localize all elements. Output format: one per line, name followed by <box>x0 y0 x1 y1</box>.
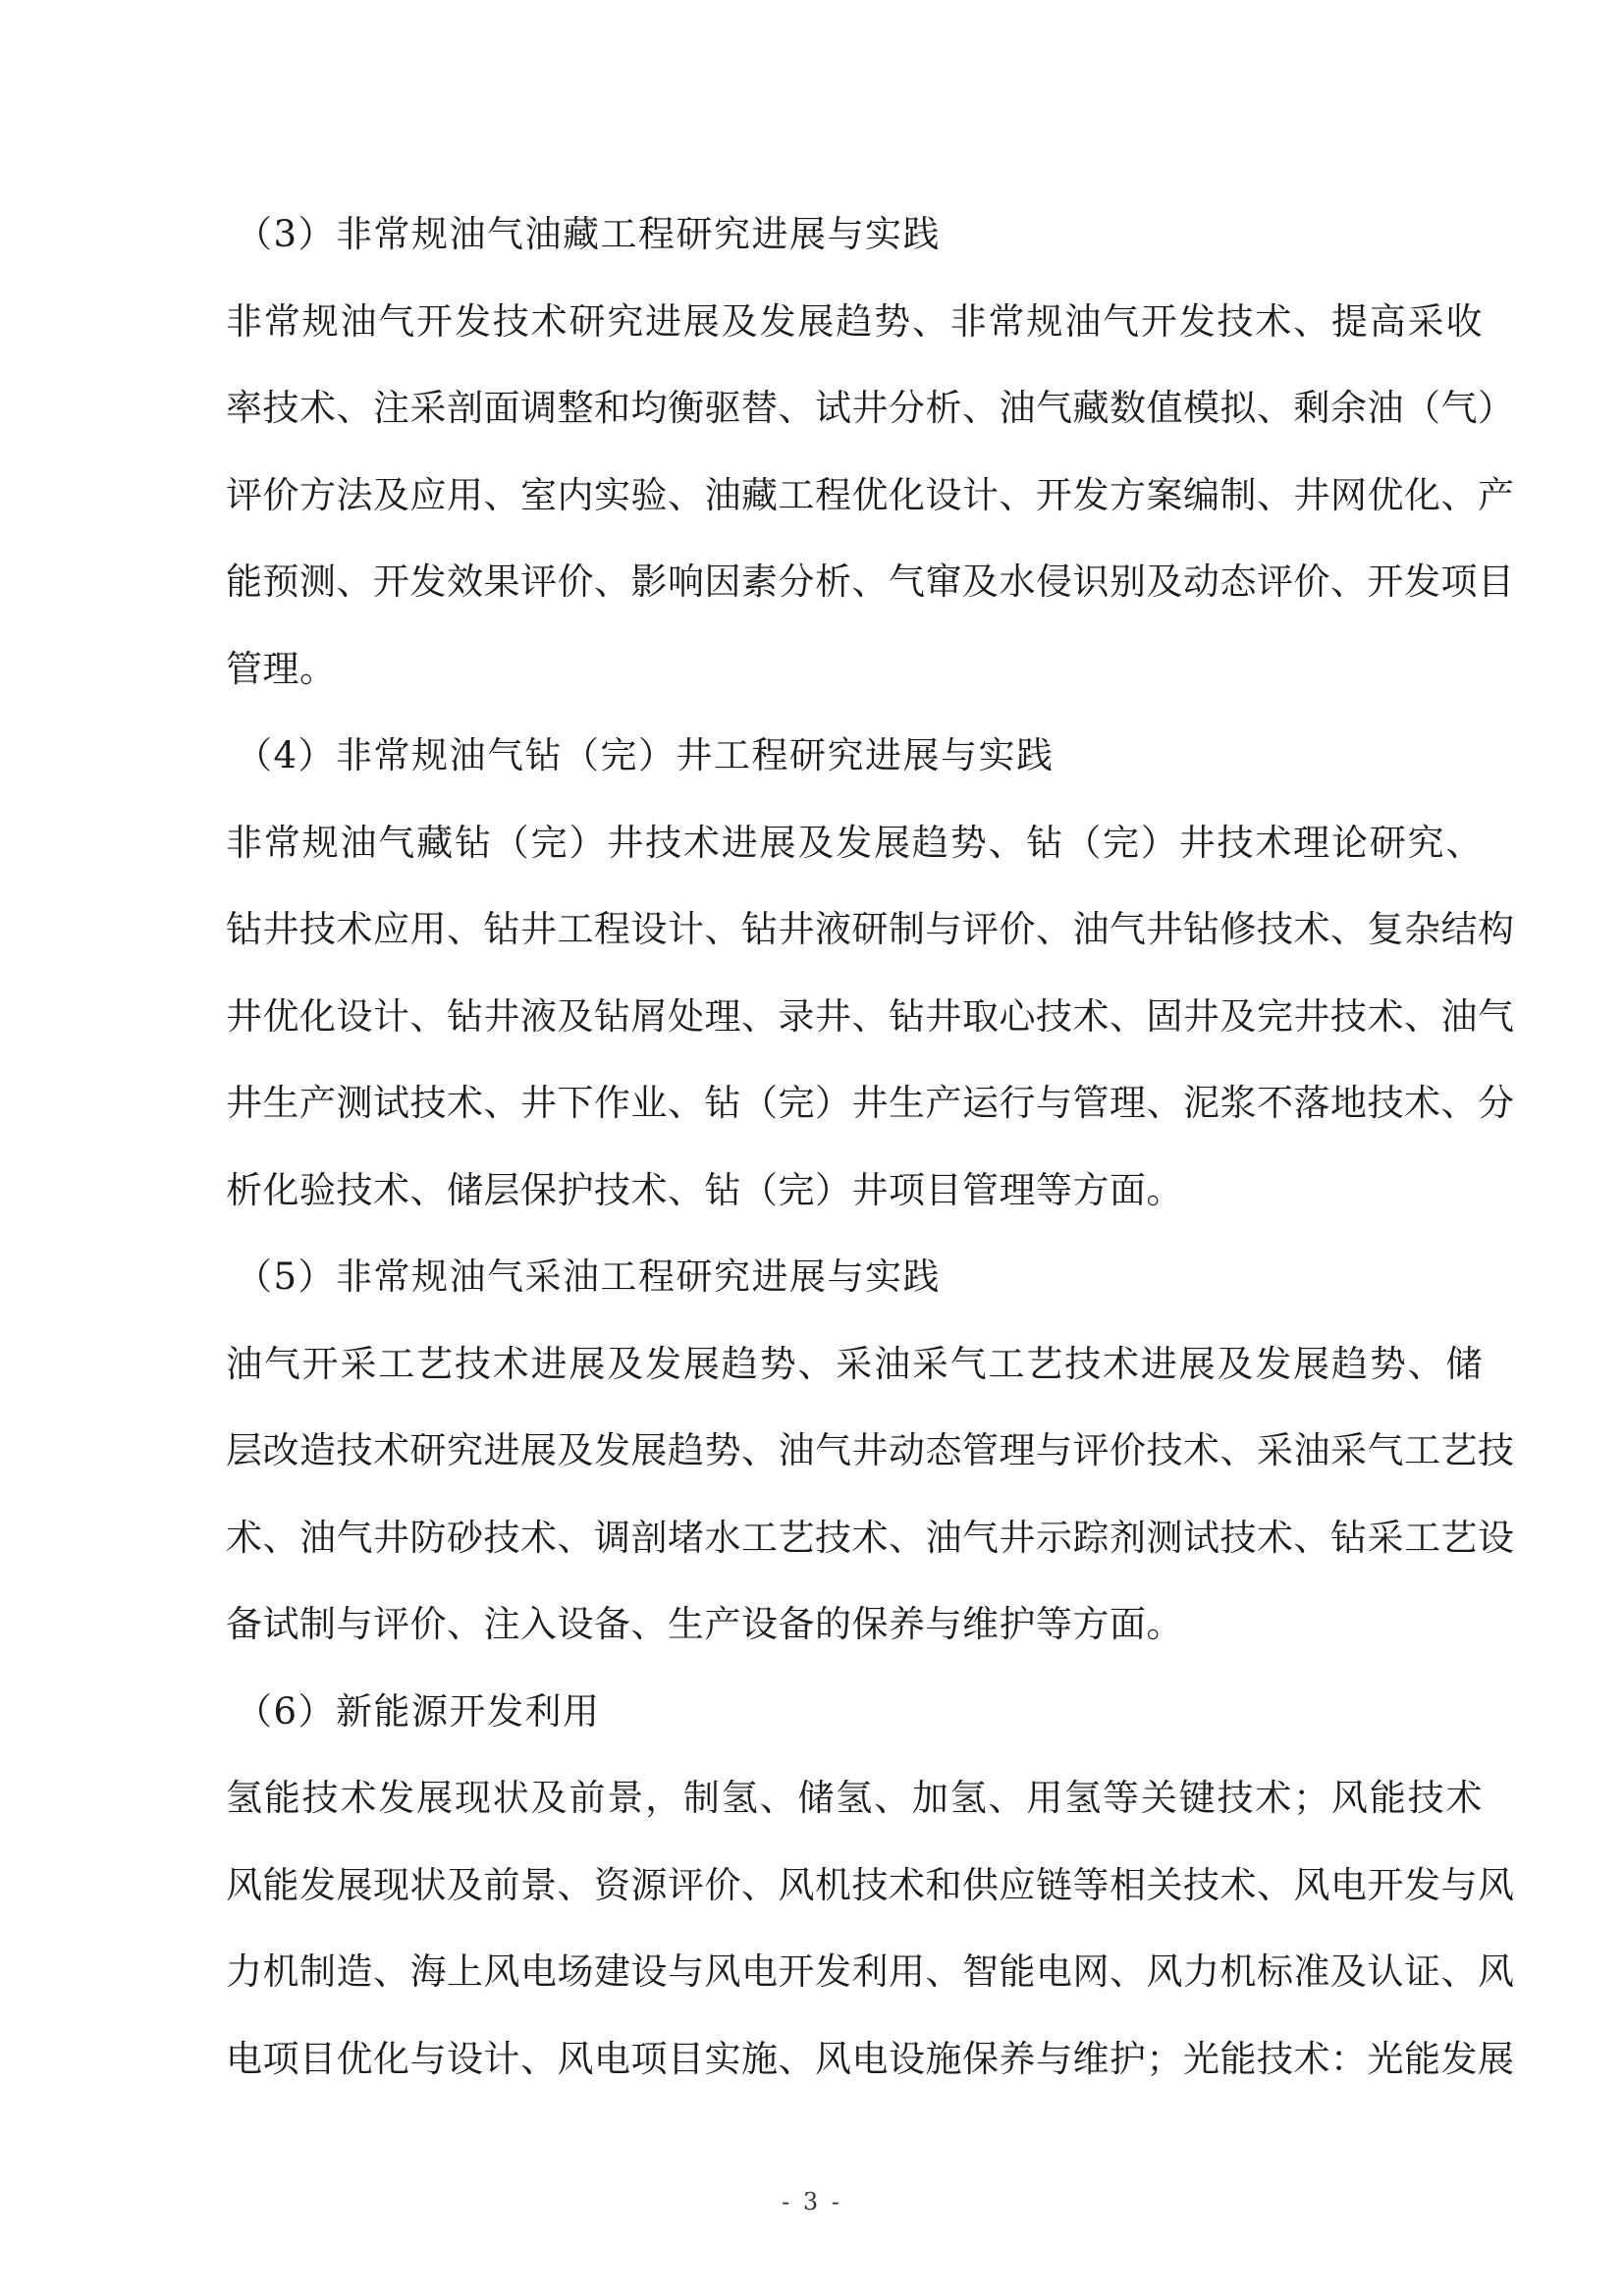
paragraph-line: 术、油气井防砂技术、调剖堵水工艺技术、油气井示踪剂测试技术、钻采工艺设 <box>226 1517 1515 1559</box>
paragraph-line: 管理。 <box>226 648 337 690</box>
paragraph-line: 井生产测试技术、井下作业、钻（完）井生产运行与管理、泥浆不落地技术、分 <box>226 1082 1515 1124</box>
paragraph-line: 能预测、开发效果评价、影响因素分析、气窜及水侵识别及动态评价、开发项目 <box>226 561 1515 603</box>
paragraph-line: 非常规油气开发技术研究进展及发展趋势、非常规油气开发技术、提高采收 <box>226 300 1483 343</box>
paragraph-line: 钻井技术应用、钻井工程设计、钻井液研制与评价、油气井钻修技术、复杂结构 <box>226 908 1515 950</box>
paragraph-line: 风能发展现状及前景、资源评价、风机技术和供应链等相关技术、风电开发与风 <box>226 1864 1515 1906</box>
paragraph-line: 电项目优化与设计、风电项目实施、风电设施保养与维护；光能技术：光能发展 <box>226 2038 1515 2080</box>
paragraph-line: 力机制造、海上风电场建设与风电开发利用、智能电网、风力机标准及认证、风 <box>226 1950 1515 1993</box>
section-heading-4: （4）非常规油气钻（完）井工程研究进展与实践 <box>236 734 1055 776</box>
section-heading-3: （3）非常规油气油藏工程研究进展与实践 <box>236 213 942 255</box>
section-heading-6: （6）新能源开发利用 <box>236 1690 601 1733</box>
paragraph-line: 备试制与评价、注入设备、生产设备的保养与维护等方面。 <box>226 1603 1183 1645</box>
paragraph-line: 井优化设计、钻井液及钻屑处理、录井、钻井取心技术、固井及完井技术、油气 <box>226 995 1515 1038</box>
paragraph-line: 评价方法及应用、室内实验、油藏工程优化设计、开发方案编制、井网优化、产 <box>226 474 1515 516</box>
paragraph-line: 非常规油气藏钻（完）井技术进展及发展趋势、钻（完）井技术理论研究、 <box>226 822 1483 864</box>
paragraph-line: 氢能技术发展现状及前景，制氢、储氢、加氢、用氢等关键技术；风能技术 <box>226 1777 1483 1819</box>
paragraph-line: 油气开采工艺技术进展及发展趋势、采油采气工艺技术进展及发展趋势、储 <box>226 1343 1483 1385</box>
page-number: - 3 - <box>782 2188 842 2216</box>
section-heading-5: （5）非常规油气采油工程研究进展与实践 <box>236 1255 942 1298</box>
paragraph-line: 率技术、注采剖面调整和均衡驱替、试井分析、油气藏数值模拟、剩余油（气） <box>226 387 1515 429</box>
paragraph-line: 析化验技术、储层保护技术、钻（完）井项目管理等方面。 <box>226 1169 1183 1211</box>
paragraph-line: 层改造技术研究进展及发展趋势、油气井动态管理与评价技术、采油采气工艺技 <box>226 1429 1515 1471</box>
